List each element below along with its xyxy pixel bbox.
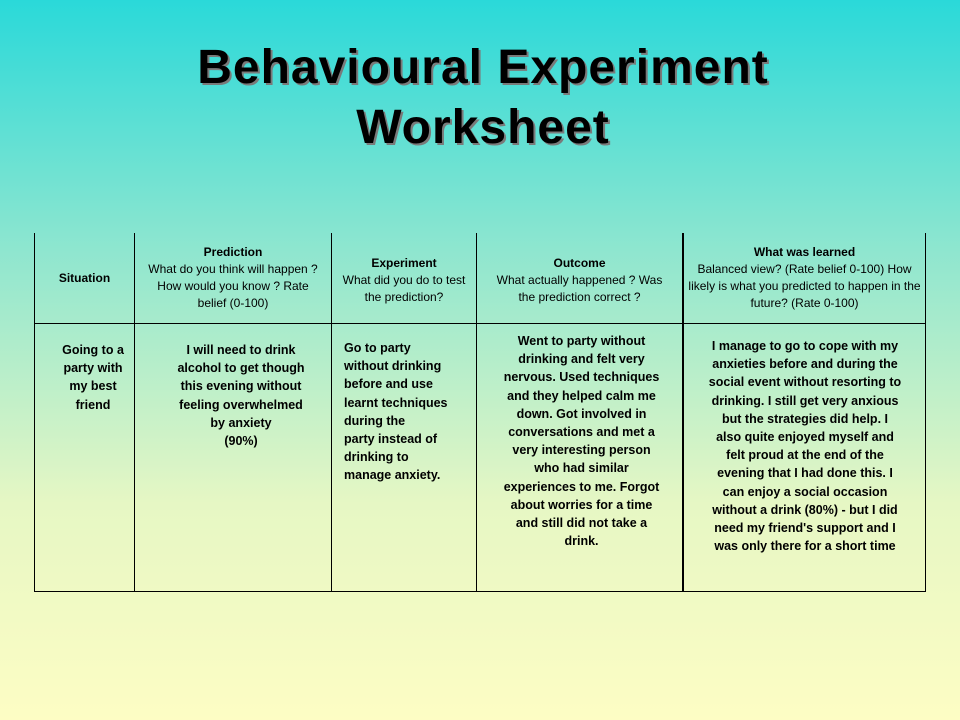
page-title <box>0 38 960 158</box>
cell-what-was-learned: I manage to go to cope with my anxieties before and during the social event without resorting to drinking. I still get very anxious but the strategies did help. I also quite enjoyed myself and felt proud at the end of the evening that I had done this. I can enjoy a social occasion without a drink (80%) - but I did need my friend's support and I was only there for a short time <box>708 339 902 554</box>
header-what-was-learned <box>684 233 925 323</box>
worksheet-table <box>34 233 926 592</box>
header-outcome <box>477 237 682 323</box>
header-situation <box>35 233 134 323</box>
title-line-2: Worksheet <box>356 101 610 154</box>
column-divider <box>925 233 926 592</box>
title-line-1: Behavioural Experiment <box>197 41 769 94</box>
header-learned-label: What was learned <box>753 245 856 259</box>
cell-situation: Going to a party with my best friend <box>62 343 124 412</box>
header-outcome-description: What actually happened ? Was the prediction correct ? <box>496 272 663 304</box>
header-outcome-label: Outcome <box>553 255 606 270</box>
header-experiment-label: Experiment <box>371 255 437 270</box>
cell-outcome: Went to party without drinking and felt very nervous. Used techniques and they helped calm me down. Got involved in conversations and met a very interesting person who had similar experiences to me. Forgot about worries for a time and still did not take a drink. <box>503 334 660 549</box>
header-experiment-description: What did you do to test the prediction? <box>342 272 466 304</box>
cell-experiment: Go to party without drinking before and use learnt techniques during the party instead of drinking to manage anxiety. <box>344 341 448 483</box>
header-prediction-description: What do you think will happen ? How would you know ? Rate belief (0-100) <box>148 262 318 310</box>
header-prediction-label: Prediction <box>203 245 263 259</box>
header-learned-description: Balanced view? (Rate belief 0-100) How likely is what you predicted to happen in the future? (Rate 0-100) <box>688 262 921 310</box>
header-divider <box>34 323 926 324</box>
table-bottom-border <box>34 591 926 592</box>
header-experiment <box>332 237 476 323</box>
cell-prediction: I will need to drink alcohol to get though this evening without feeling overwhelmed by anxiety (90%) <box>177 343 305 449</box>
header-situation-label: Situation <box>58 270 111 285</box>
header-prediction <box>135 235 331 321</box>
